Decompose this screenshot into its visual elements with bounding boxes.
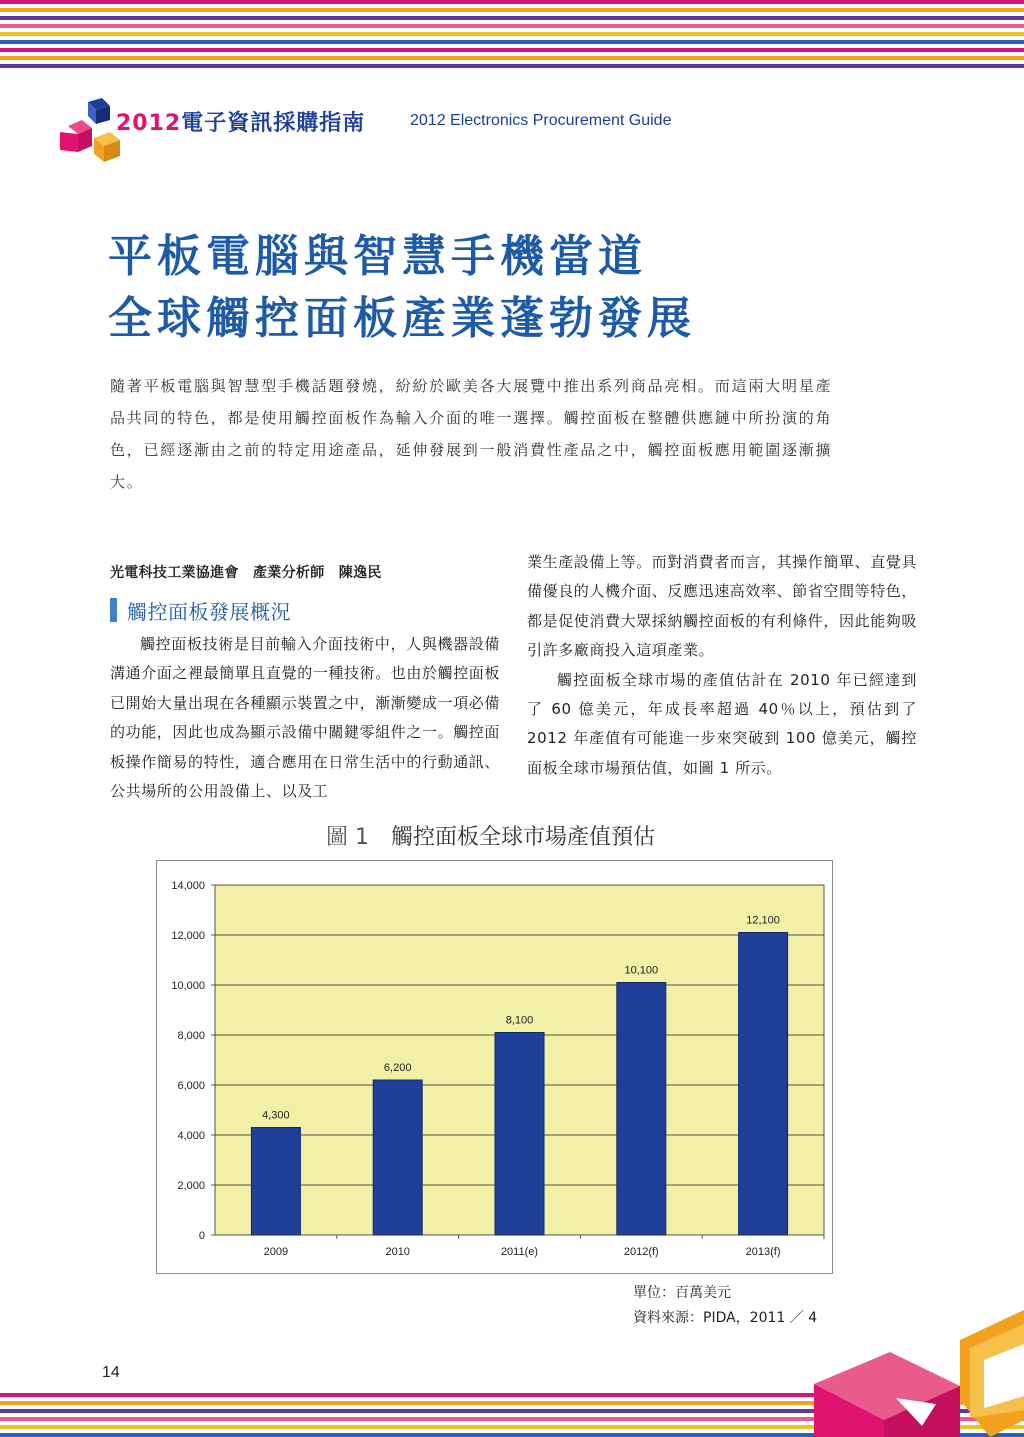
chart-canvas <box>157 861 834 1275</box>
figure-number: 圖 1 <box>326 825 369 850</box>
section-marker <box>110 598 117 622</box>
guide-title-en: 2012 Electronics Procurement Guide <box>410 112 672 129</box>
bar <box>495 1033 544 1236</box>
guide-year: 2012 <box>116 111 182 136</box>
x-tick-label: 2013(f) <box>745 1246 781 1258</box>
stripe-line <box>0 16 1024 20</box>
y-tick-label: 12,000 <box>171 930 205 942</box>
body-paragraph: 觸控面板全球市場的產值估計在 2010 年已經達到了 60 億美元，年成長率超過 40％以上，預估到了 2012 年產值有可能進一步來突破到 100 億美元，觸控面板全球市場預估值，如圖 1 所示。 <box>527 670 917 777</box>
lead-paragraph: 隨著平板電腦與智慧型手機話題發燒，紛紛於歐美各大展覽中推出系列商品亮相。而這兩大明星產品共同的特色，都是使用觸控面板作為輸入介面的唯一選擇。觸控面板在整體供應鏈中所扮演的角色，已經逐漸由之前的特定用途產品，延伸發展到一般消費性產品之中，觸控面板應用範圍逐漸擴大。 <box>110 377 833 491</box>
body-column-left <box>110 558 500 806</box>
stripe-line <box>0 48 1024 52</box>
x-tick-label: 2012(f) <box>623 1246 659 1258</box>
section-heading <box>110 592 500 628</box>
y-tick-label: 14,000 <box>171 880 205 892</box>
body-paragraph: 觸控面板技術是目前輸入介面技術中，人與機器設備溝通介面之裡最簡單且直覺的一種技術。也由於觸控面板已開始大量出現在各種顯示裝置之中，漸漸變成一項必備的功能，因此也成為顯示設備中關鍵零組件之一。觸控面板操作簡易的特性，適合應用在日常生活中的行動通訊、公共場所的公用設備上、以及工 <box>110 635 501 801</box>
x-tick-label: 2010 <box>385 1246 410 1258</box>
stripe-line <box>0 8 1024 12</box>
guide-name: 電子資訊採購指南 <box>181 111 366 136</box>
figure-caption <box>326 820 655 851</box>
author-byline: 光電科技工業協進會 產業分析師 陳逸民 <box>110 565 382 581</box>
guide-title-cn <box>116 106 365 137</box>
bar <box>373 1080 422 1235</box>
stripe-line <box>0 40 1024 44</box>
page-number: 14 <box>102 1364 120 1381</box>
source-note: 資料來源：PIDA，2011 ／ 4 <box>633 1310 818 1326</box>
y-tick-label: 8,000 <box>177 1030 205 1042</box>
body-column-right <box>527 548 917 783</box>
bar <box>251 1128 300 1236</box>
y-tick-label: 10,000 <box>171 980 205 992</box>
section-title: 觸控面板發展概況 <box>127 599 291 624</box>
headline-line-2: 全球觸控面板產業蓬勃發展 <box>108 293 696 344</box>
body-paragraph-continued: 業生產設備上等。而對消費者而言，其操作簡單、直覺具備優良的人機介面、反應迅速高效率、節省空間等特色，都是促使消費大眾採納觸控面板的有利條件，因此能夠吸引許多廠商投入這項產業。 <box>527 553 918 660</box>
y-tick-label: 2,000 <box>177 1180 205 1192</box>
top-stripe-band <box>0 0 1024 72</box>
unit-note: 單位：百萬美元 <box>633 1285 731 1301</box>
y-tick-label: 4,000 <box>177 1130 205 1142</box>
publication-header <box>58 96 758 166</box>
bar-value-label: 8,100 <box>505 1014 534 1027</box>
bar-chart <box>156 860 833 1274</box>
article-headline <box>108 226 696 350</box>
bar-value-label: 10,100 <box>624 964 659 977</box>
bar <box>739 933 788 1236</box>
bar <box>617 983 666 1236</box>
x-tick-label: 2011(e) <box>500 1246 539 1258</box>
y-tick-label: 6,000 <box>177 1080 205 1092</box>
figure-title: 觸控面板全球市場產值預估 <box>391 825 656 850</box>
stripe-line <box>0 32 1024 36</box>
y-tick-label: 0 <box>198 1230 205 1242</box>
corner-cube-icon <box>810 1300 1024 1437</box>
stripe-line <box>0 64 1024 68</box>
headline-line-1: 平板電腦與智慧手機當道 <box>108 231 647 282</box>
x-tick-label: 2009 <box>263 1246 289 1258</box>
bar-value-label: 12,100 <box>746 914 780 927</box>
stripe-line <box>0 56 1024 60</box>
stripe-line <box>0 0 1024 4</box>
bar-value-label: 4,300 <box>262 1109 290 1122</box>
stripe-line <box>0 24 1024 28</box>
bar-value-label: 6,200 <box>383 1062 412 1074</box>
